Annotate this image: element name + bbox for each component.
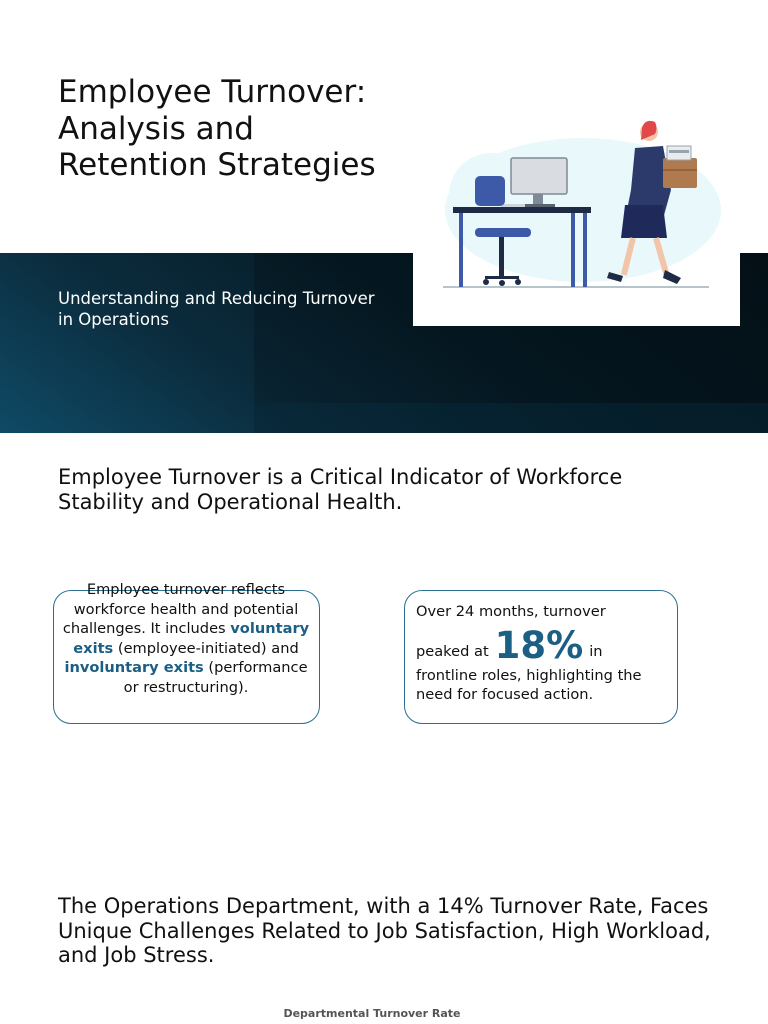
chart-caption: Departmental Turnover Rate [283,1007,461,1020]
stat-suffix: in [589,642,603,660]
turnover-definition-text [60,580,312,697]
page-subtitle: Understanding and Reducing Turnover in Operations [58,289,375,329]
definition-text-3: (performance or restructuring). [123,659,308,696]
office-exit-illustration [413,110,740,326]
stat-prefix: peaked at [416,642,489,660]
stat-value: 18% [494,623,584,667]
operations-heading: The Operations Department, with a 14% Turnover Rate, Faces Unique Challenges Related to Job Satisfaction, High Workload, and Job Stress. [58,894,711,967]
stat-line-2 [416,623,672,667]
stat-line-3: frontline roles, highlighting the need for focused action. [416,666,642,703]
turnover-stat-text [416,602,672,705]
section-heading: Employee Turnover is a Critical Indicator of Workforce Stability and Operational Health. [58,465,623,514]
definition-text-1: Employee turnover reflects workforce health and potential challenges. It includes [62,581,299,637]
definition-text-2: (employee-initiated) and [113,639,299,657]
voluntary-exits-highlight: voluntary exits [73,620,310,657]
stat-line-1: Over 24 months, turnover [416,603,606,620]
hero-shade-strip [254,403,768,433]
illustration-card [413,110,740,326]
involuntary-exits-highlight: involuntary exits [64,659,204,676]
page-title: Employee Turnover: Analysis and Retention Strategies [58,74,376,183]
